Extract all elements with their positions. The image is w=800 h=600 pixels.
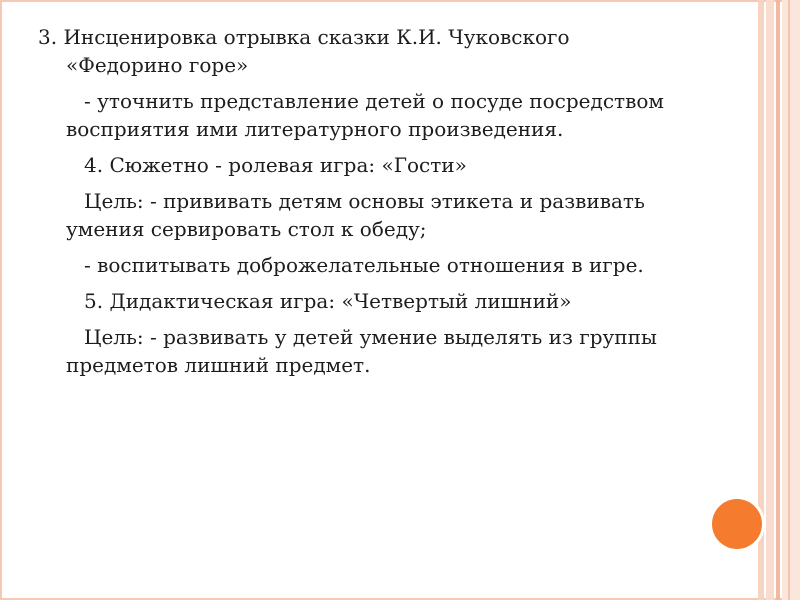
paragraph-dramatization-goal: - уточнить представление детей о посуде посредством восприятия ими литературного произведения. [66,89,664,141]
decor-stripe [776,0,780,600]
frame-left-border [0,0,2,600]
decor-circle [712,499,762,549]
decor-stripe [758,0,764,600]
decor-stripe [766,0,774,600]
slide-body [38,23,678,379]
paragraph-role-play: 4. Сюжетно - ролевая игра: «Гости» [84,153,467,177]
paragraph-dramatization: 3. Инсценировка отрывка сказки К.И. Чуковского «Федорино горе» [38,25,570,77]
frame-top-border [0,0,800,2]
paragraph-didactic-game: 5. Дидактическая игра: «Четвертый лишний» [84,289,572,313]
paragraph-role-play-goal-2: - воспитывать доброжелательные отношения в игре. [84,253,644,277]
paragraph-didactic-game-goal: Цель: - развивать у детей умение выделять из группы предметов лишний предмет. [66,325,657,377]
paragraph-role-play-goal: Цель: - прививать детям основы этикета и развивать умения сервировать стол к обеду; [66,189,645,241]
decor-stripe [788,0,790,600]
decor-stripe [782,0,800,600]
